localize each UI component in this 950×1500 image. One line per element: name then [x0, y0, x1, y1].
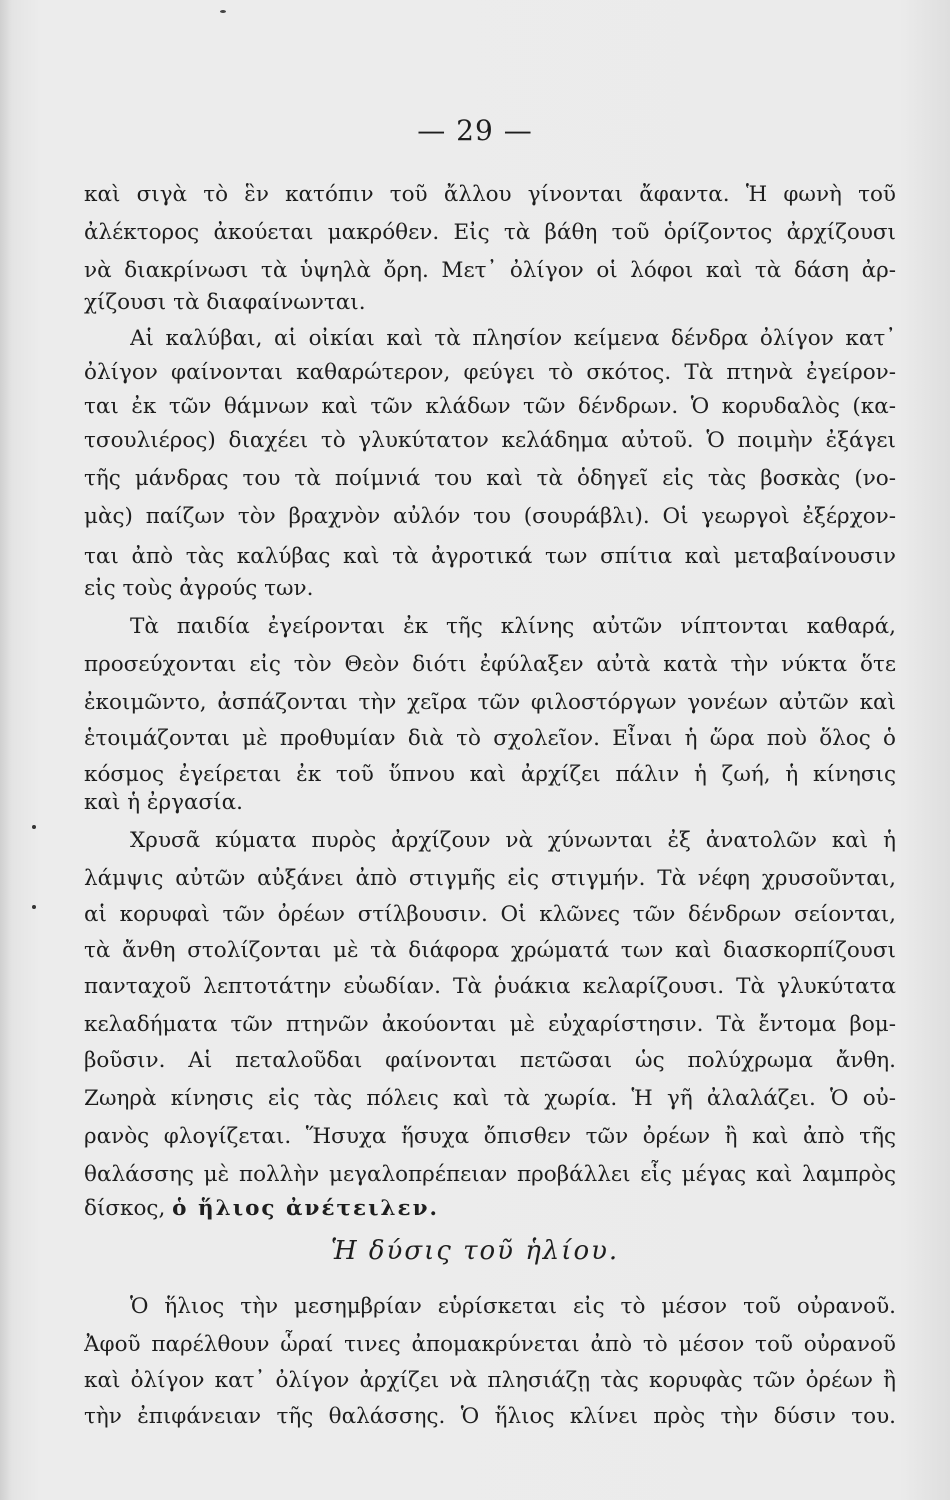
margin-speck [32, 905, 36, 909]
emphasized-text: ὁ ἥλιος ἀνέτειλεν. [172, 1196, 440, 1221]
page-number: — 29 — [417, 114, 533, 147]
text-line: τὰ ἄνθη στολίζονται μὲ τὰ διάφορα χρώματά των καὶ διασκορπίζουσι [84, 938, 896, 963]
text-line: Τὰ παιδία ἐγείρονται ἐκ τῆς κλίνης αὐτῶν νίπτονται καθαρά, [130, 614, 896, 639]
text-line: βοῦσιν. Αἱ πεταλοῦδαι φαίνονται πετῶσαι ὡς πολύχρωμα ἄνθη. [84, 1048, 896, 1073]
text-line: ἐκοιμῶντο, ἀσπάζονται τὴν χεῖρα τῶν φιλοστόργων γονέων αὐτῶν καὶ [84, 690, 896, 715]
text-line: κελαδήματα τῶν πτηνῶν ἀκούονται μὲ εὐχαρίστησιν. Τὰ ἔντομα βομ- [84, 1012, 896, 1037]
text-line: Αἱ καλύβαι, αἱ οἰκίαι καὶ τὰ πλησίον κείμενα δένδρα ὀλίγον κατ᾽ [130, 326, 896, 351]
text-line: θαλάσσης μὲ πολλὴν μεγαλοπρέπειαν προβάλλει εἷς μέγας καὶ λαμπρὸς [84, 1162, 896, 1187]
text-line: εἰς τοὺς ἀγρούς των. [84, 576, 314, 601]
text-span: δίσκος, [84, 1196, 166, 1221]
text-line: τῆς μάνδρας του τὰ ποίμνιά του καὶ τὰ ὁδηγεῖ εἰς τὰς βοσκὰς (νο- [84, 466, 896, 491]
margin-speck [32, 825, 36, 829]
text-line: πανταχοῦ λεπτοτάτην εὐωδίαν. Τὰ ῥυάκια κελαρίζουσι. Τὰ γλυκύτατα [84, 974, 896, 999]
text-line: αἱ κορυφαὶ τῶν ὀρέων στίλβουσιν. Οἱ κλῶνες τῶν δένδρων σείονται, [84, 902, 896, 927]
text-line: ὀλίγον φαίνονται καθαρώτερον, φεύγει τὸ σκότος. Τὰ πτηνὰ ἐγείρον- [84, 360, 896, 385]
text-line: καὶ ἡ ἐργασία. [84, 790, 243, 815]
text-line: Ἀφοῦ παρέλθουν ὧραί τινες ἀπομακρύνεται ἀπὸ τὸ μέσον τοῦ οὐρανοῦ [84, 1332, 896, 1357]
text-line: καὶ ὀλίγον κατ᾽ ὀλίγον ἀρχίζει νὰ πλησιάζῃ τὰς κορυφὰς τῶν ὀρέων ἢ [84, 1368, 896, 1393]
text-line: ται ἐκ τῶν θάμνων καὶ τῶν κλάδων τῶν δένδρων. Ὁ κορυδαλὸς (κα- [84, 394, 896, 419]
text-line: νὰ διακρίνωσι τὰ ὑψηλὰ ὄρη. Μετ᾽ ὀλίγον οἱ λόφοι καὶ τὰ δάση ἀρ- [84, 258, 896, 283]
text-line: Χρυσᾶ κύματα πυρὸς ἀρχίζουν νὰ χύνωνται ἐξ ἀνατολῶν καὶ ἡ [130, 828, 896, 853]
text-line: ρανὸς φλογίζεται. Ἥσυχα ἥσυχα ὄπισθεν τῶν ὀρέων ἢ καὶ ἀπὸ τῆς [84, 1124, 896, 1149]
text-line: κόσμος ἐγείρεται ἐκ τοῦ ὕπνου καὶ ἀρχίζει πάλιν ἡ ζωή, ἡ κίνησις [84, 762, 896, 787]
text-line: Ζωηρὰ κίνησις εἰς τὰς πόλεις καὶ τὰ χωρία. Ἡ γῆ ἀλαλάζει. Ὁ οὐ- [84, 1086, 896, 1111]
text-line: τὴν ἐπιφάνειαν τῆς θαλάσσης. Ὁ ἥλιος κλίνει πρὸς τὴν δύσιν του. [84, 1404, 896, 1429]
text-line: προσεύχονται εἰς τὸν Θεὸν διότι ἐφύλαξεν αὐτὰ κατὰ τὴν νύκτα ὅτε [84, 652, 896, 677]
text-line: Ὁ ἥλιος τὴν μεσημβρίαν εὑρίσκεται εἰς τὸ μέσον τοῦ οὐρανοῦ. [130, 1294, 896, 1319]
text-line: ται ἀπὸ τὰς καλύβας καὶ τὰ ἀγροτικά των σπίτια καὶ μεταβαίνουσιν [84, 544, 896, 569]
text-line: μὰς) παίζων τὸν βραχνὸν αὐλόν του (σουράβλι). Οἱ γεωργοὶ ἐξέρχον- [84, 504, 896, 529]
text-line: ἑτοιμάζονται μὲ προθυμίαν διὰ τὸ σχολεῖον. Εἶναι ἡ ὥρα ποὺ ὅλος ὁ [84, 726, 896, 751]
section-heading: Ἡ δύσις τοῦ ἡλίου. [330, 1236, 620, 1266]
text-line: χίζουσι τὰ διαφαίνωνται. [84, 290, 366, 315]
text-line [84, 1194, 896, 1224]
text-line: τσουλιέρος) διαχέει τὸ γλυκύτατον κελάδημα αὐτοῦ. Ὁ ποιμὴν ἐξάγει [84, 428, 896, 453]
text-line: καὶ σιγὰ τὸ ἓν κατόπιν τοῦ ἄλλου γίνονται ἄφαντα. Ἡ φωνὴ τοῦ [84, 182, 896, 207]
text-line: ἀλέκτορος ἀκούεται μακρόθεν. Εἰς τὰ βάθη τοῦ ὁρίζοντος ἀρχίζουσι [84, 220, 896, 245]
margin-speck [220, 10, 226, 13]
text-line: λάμψις αὐτῶν αὐξάνει ἀπὸ στιγμῆς εἰς στιγμήν. Τὰ νέφη χρυσοῦνται, [84, 866, 896, 891]
